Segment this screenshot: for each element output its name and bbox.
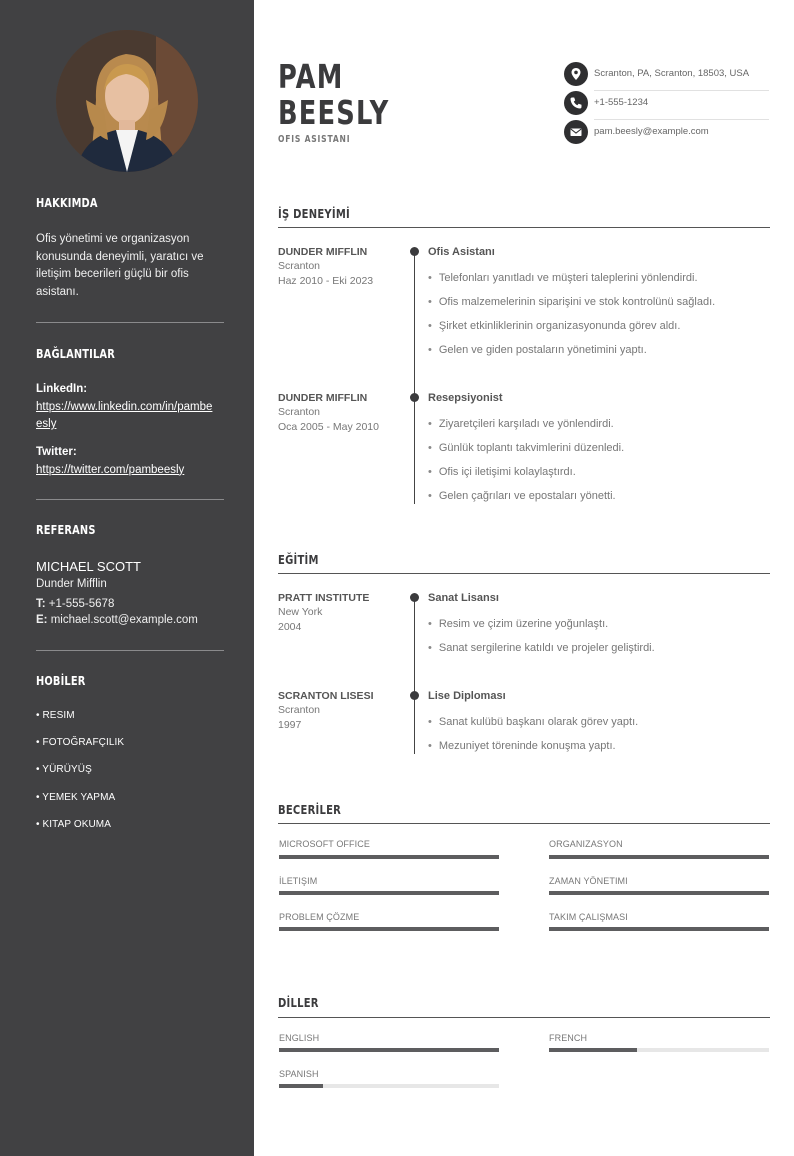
timeline-dot (410, 247, 419, 256)
skill-bar-fill (549, 891, 769, 895)
section-rule (278, 1017, 770, 1018)
location-pin-icon (564, 62, 588, 86)
last-name: BEESLY (278, 93, 390, 132)
skill-label: ORGANIZASYON (549, 839, 623, 849)
twitter-block (36, 444, 224, 479)
reference-email-label: E: (36, 614, 48, 626)
reference-title: REFERANS (36, 523, 96, 537)
languages-title: DİLLER (278, 995, 319, 1010)
entry-bullet: • Şirket etkinliklerinin organizasyonunda görev aldı. (428, 320, 680, 332)
entry-bullet: • Ofis içi iletişimi kolaylaştırdı. (428, 466, 576, 478)
timeline-dot (410, 393, 419, 402)
language-bar (549, 1048, 769, 1052)
twitter-label: Twitter: (36, 446, 77, 458)
mail-icon (564, 120, 588, 144)
entry-role: Sanat Lisansı (428, 592, 499, 604)
twitter-link[interactable]: https://twitter.com/pambeesly (36, 463, 185, 476)
reference-company: Dunder Mifflin (36, 578, 107, 590)
entry-bullet: • Sanat kulübü başkanı olarak görev yaptı. (428, 716, 638, 728)
skill-bar-fill (549, 855, 769, 859)
skill-bar (549, 891, 769, 895)
entry-role: Resepsiyonist (428, 392, 503, 404)
hobby-item: • RESIM (36, 710, 75, 721)
contact-address-text: Scranton, PA, Scranton, 18503, USA (594, 68, 750, 79)
skill-bar (279, 855, 499, 859)
skill-bar-fill (279, 855, 499, 859)
experience-title: İŞ DENEYİMİ (278, 206, 351, 221)
reference-email (36, 612, 224, 630)
entry-dates: Haz 2010 - Eki 2023 (278, 275, 374, 287)
timeline-dot (410, 593, 419, 602)
education-timeline (414, 597, 415, 754)
skill-bar (279, 891, 499, 895)
entry-bullet: • Resim ve çizim üzerine yoğunlaştı. (428, 618, 608, 630)
reference-phone-label: T: (36, 598, 46, 610)
first-name: PAM (278, 57, 344, 96)
language-bar-fill (549, 1048, 637, 1052)
sidebar-divider (36, 322, 224, 323)
linkedin-link[interactable]: https://www.linkedin.com/in/pambeesly (36, 400, 213, 430)
hobby-item: • KITAP OKUMA (36, 819, 112, 830)
sidebar-divider (36, 650, 224, 651)
hobbies-title: HOBİLER (36, 674, 86, 688)
entry-role: Lise Diploması (428, 690, 506, 702)
timeline-dot (410, 691, 419, 700)
reference-phone (36, 596, 224, 614)
entry-org: DUNDER MIFFLIN (278, 392, 368, 404)
hobby-item: • YEMEK YAPMA (36, 792, 116, 803)
reference-phone-value: +1-555-5678 (48, 598, 115, 610)
skills-title: BECERİLER (278, 802, 342, 817)
portrait-image (56, 30, 198, 172)
hobby-item: • YÜRÜYÜŞ (36, 764, 92, 775)
skill-label: TAKIM ÇALIŞMASI (549, 912, 628, 922)
linkedin-block (36, 381, 224, 434)
phone-icon (564, 91, 588, 115)
entry-dates: 2004 (278, 621, 302, 633)
avatar (56, 30, 198, 172)
about-title: HAKKIMDA (36, 196, 98, 210)
contact-address (564, 62, 769, 86)
entry-org: PRATT INSTITUTE (278, 592, 370, 604)
language-label: FRENCH (549, 1033, 588, 1043)
job-title: OFIS ASISTANI (278, 134, 351, 145)
entry-location: Scranton (278, 260, 321, 272)
section-rule (278, 227, 770, 228)
education-title: EĞİTİM (278, 552, 319, 567)
language-bar-fill (279, 1084, 323, 1088)
reference-email-value: michael.scott@example.com (50, 614, 198, 626)
skill-bar-fill (279, 891, 499, 895)
entry-dates: 1997 (278, 719, 302, 731)
linkedin-label: LinkedIn: (36, 383, 88, 395)
skill-bar (549, 927, 769, 931)
skill-bar (549, 855, 769, 859)
reference-name: MICHAEL SCOTT (36, 559, 141, 574)
contact-phone-text: +1-555-1234 (594, 97, 649, 108)
skill-bar-fill (549, 927, 769, 931)
about-text: Ofis yönetimi ve organizasyon konusunda deneyimli, yaratıcı ve iletişim becerileri güçlü bir ofis asistanı. (36, 233, 204, 298)
skill-bar (279, 927, 499, 931)
language-bar (279, 1084, 499, 1088)
entry-bullet: • Gelen çağrıları ve epostaları yönetti. (428, 490, 616, 502)
entry-dates: Oca 2005 - May 2010 (278, 421, 379, 433)
skill-bar-fill (279, 927, 499, 931)
entry-location: Scranton (278, 406, 321, 418)
sidebar-divider (36, 499, 224, 500)
contact-email-text[interactable]: pam.beesly@example.com (594, 126, 709, 137)
entry-bullet: • Mezuniyet töreninde konuşma yaptı. (428, 740, 616, 752)
skill-label: MICROSOFT OFFICE (279, 839, 370, 849)
skill-label: PROBLEM ÇÖZME (279, 912, 360, 922)
entry-bullet: • Telefonları yanıtladı ve müşteri taleplerini yönlendirdi. (428, 272, 698, 284)
entry-bullet: • Ofis malzemelerinin siparişini ve stok kontrolünü sağladı. (428, 296, 715, 308)
entry-bullet: • Günlük toplantı takvimlerini düzenledi. (428, 442, 624, 454)
experience-timeline (414, 251, 415, 504)
entry-location: New York (278, 606, 323, 618)
entry-bullet: • Sanat sergilerine katıldı ve projeler geliştirdi. (428, 642, 655, 654)
section-rule (278, 573, 770, 574)
links-title: BAĞLANTILAR (36, 347, 115, 361)
language-label: ENGLISH (279, 1033, 320, 1043)
skill-label: ZAMAN YÖNETIMI (549, 876, 628, 886)
contact-email (564, 120, 769, 144)
hobby-item: • FOTOĞRAFÇILIK (36, 737, 125, 748)
entry-location: Scranton (278, 704, 321, 716)
section-rule (278, 823, 770, 824)
entry-org: DUNDER MIFFLIN (278, 246, 368, 258)
language-bar (279, 1048, 499, 1052)
language-bar-fill (279, 1048, 499, 1052)
contact-phone (564, 91, 769, 115)
entry-org: SCRANTON LISESI (278, 690, 374, 702)
entry-bullet: • Ziyaretçileri karşıladı ve yönlendirdi. (428, 418, 614, 430)
entry-bullet: • Gelen ve giden postaların yönetimini yaptı. (428, 344, 647, 356)
entry-role: Ofis Asistanı (428, 246, 495, 258)
sidebar (0, 0, 254, 1156)
language-label: SPANISH (279, 1069, 319, 1079)
skill-label: İLETIŞIM (279, 876, 318, 886)
